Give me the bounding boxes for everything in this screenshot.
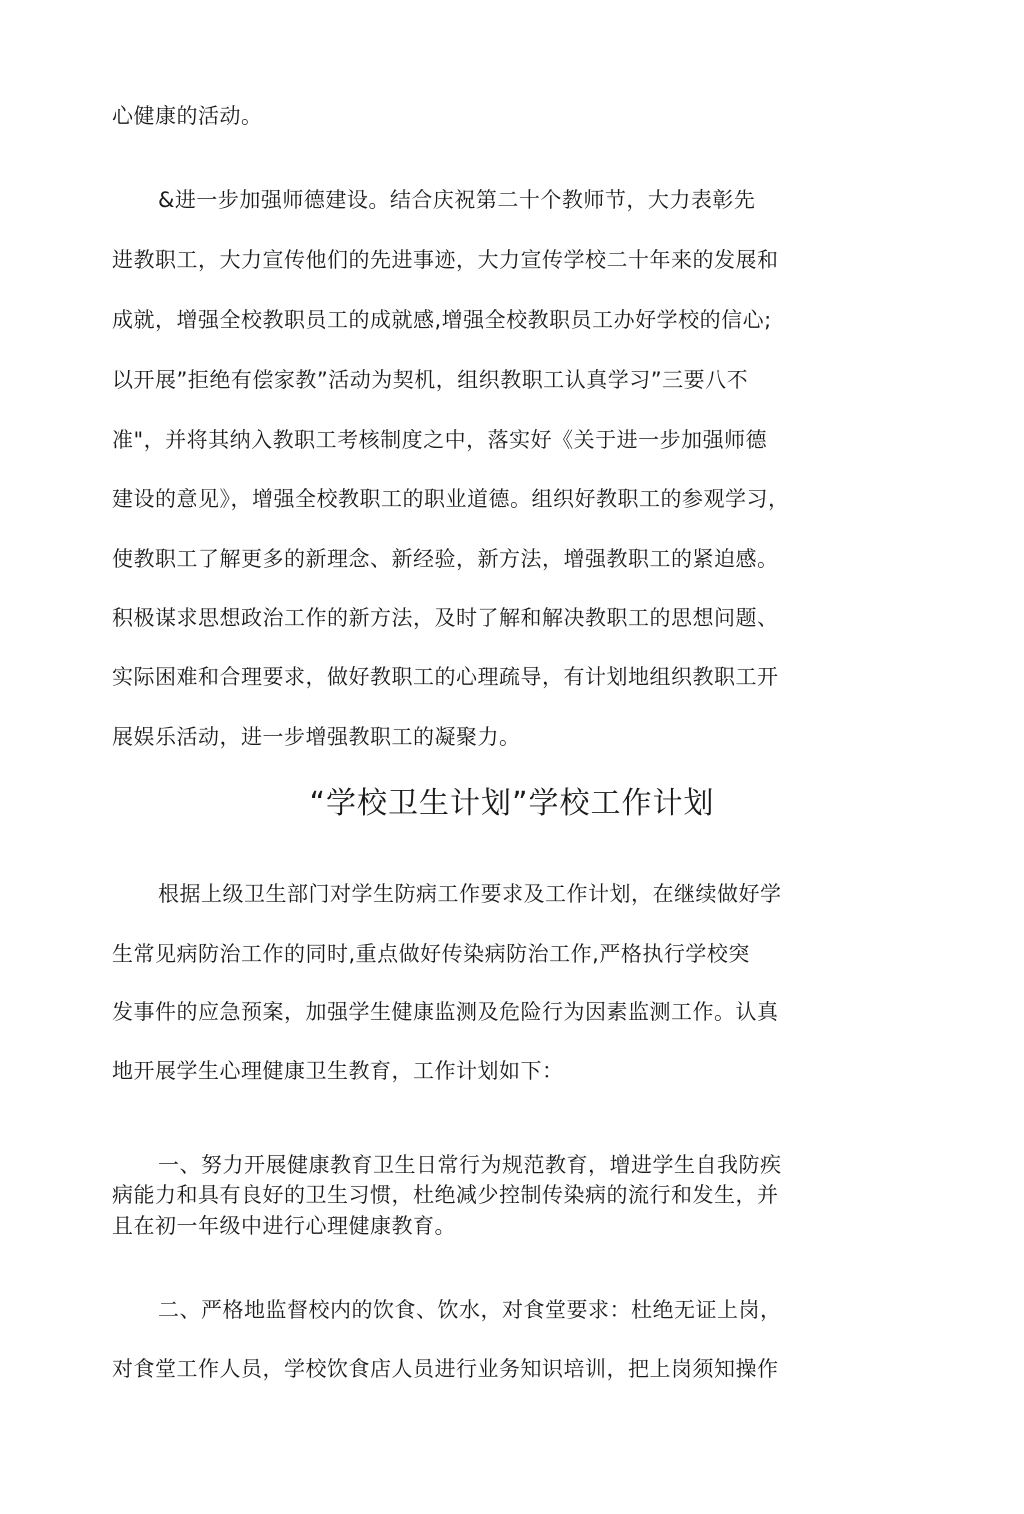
text-line: 且在初一年级中进行心理健康教育。 (112, 1214, 456, 1238)
text-line: 对食堂工作人员，学校饮食店人员进行业务知识培训，把上岗须知操作 (112, 1357, 779, 1381)
text-line: 以开展”拒绝有偿家教”活动为契机，组织教职工认真学习”三要八不 (112, 368, 749, 392)
text-line: 准"，并将其纳入教职工考核制度之中，落实好《关于进一步加强师德 (112, 428, 768, 452)
list-item-first-line: 一、努力开展健康教育卫生日常行为规范教育，增进学生自我防疾 (158, 1153, 782, 1177)
text-line: 成就，增强全校教职员工的成就感,增强全校教职员工办好学校的信心; (112, 308, 772, 332)
text-line: 建设的意见》，增强全校教职工的职业道德。组织好教职工的参观学习， (112, 487, 790, 511)
text-line: 生常见病防治工作的同时,重点做好传染病防治工作,严格执行学校突 (112, 942, 750, 966)
paragraph-first-line: &进一步加强师德建设。结合庆祝第二十个教师节，大力表彰先 (158, 188, 756, 212)
section-heading: “学校卫生计划”学校工作计划 (309, 786, 715, 821)
text-line: 地开展学生心理健康卫生教育，工作计划如下： (112, 1059, 564, 1083)
text-line: 进教职工，大力宣传他们的先进事迹，大力宣传学校二十年来的发展和 (112, 248, 779, 272)
text-line: 展娱乐活动，进一步增强教职工的凝聚力。 (112, 725, 521, 749)
text-line: 发事件的应急预案，加强学生健康监测及危险行为因素监测工作。认真 (112, 1000, 779, 1024)
text-line: 心健康的活动。 (112, 104, 263, 128)
text-line: 病能力和具有良好的卫生习惯，杜绝减少控制传染病的流行和发生，并 (112, 1183, 779, 1207)
list-item-first-line: 二、严格地监督校内的饮食、饮水，对食堂要求：杜绝无证上岗， (158, 1298, 782, 1322)
text-line: 实际困难和合理要求，做好教职工的心理疏导，有计划地组织教职工开 (112, 665, 779, 689)
text-line: 使教职工了解更多的新理念、新经验，新方法，增强教职工的紧迫感。 (112, 547, 779, 571)
paragraph-first-line: 根据上级卫生部门对学生防病工作要求及工作计划，在继续做好学 (158, 882, 782, 906)
text-line: 积极谋求思想政治工作的新方法，及时了解和解决教职工的思想问题、 (112, 606, 779, 630)
